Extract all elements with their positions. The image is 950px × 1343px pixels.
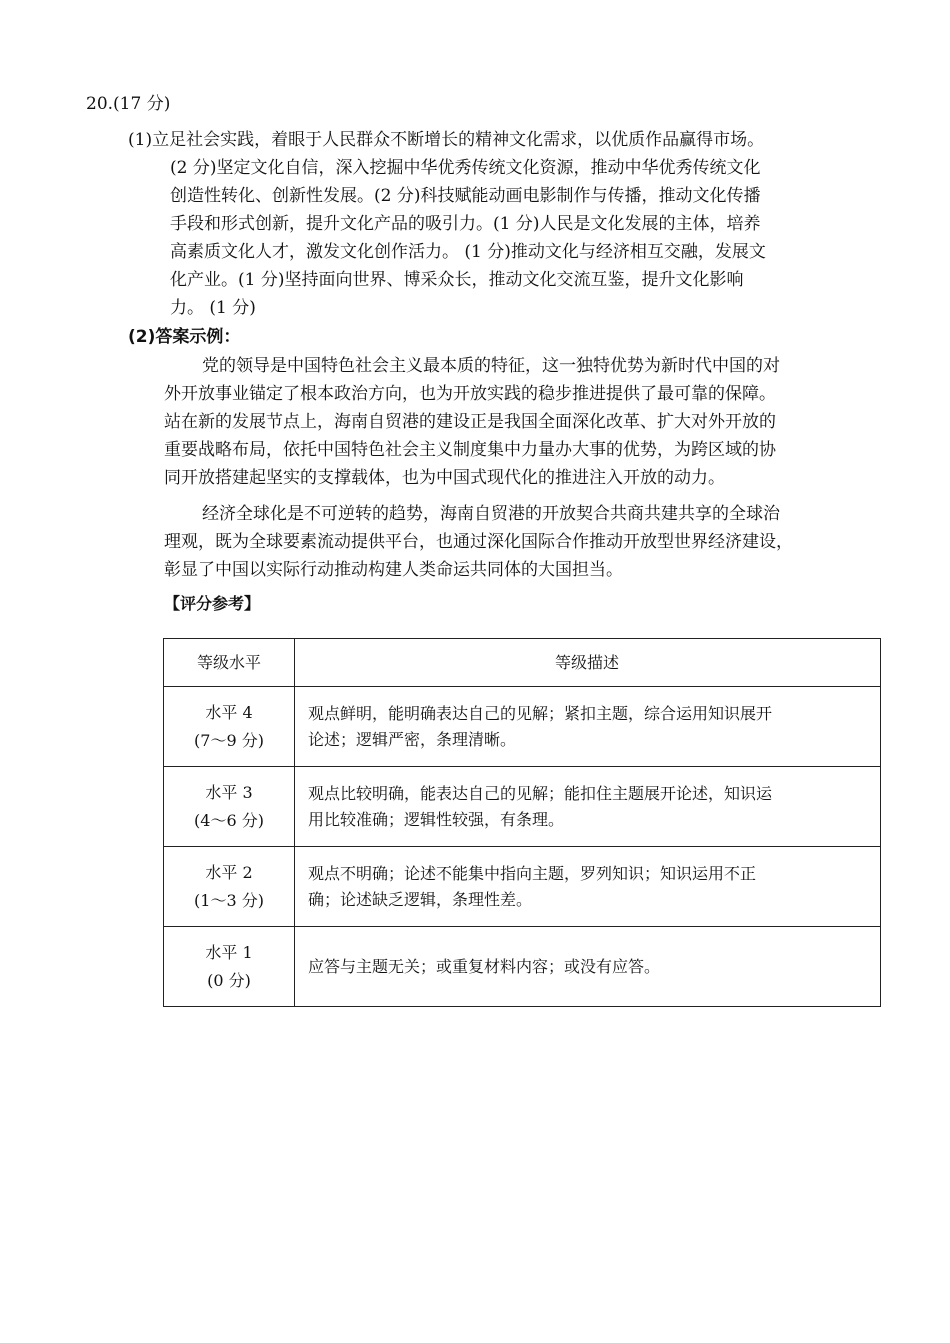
part1-line: 手段和形式创新，提升文化产品的吸引力。(1 分)人民是文化发展的主体，培养 bbox=[170, 214, 761, 234]
description-cell bbox=[295, 847, 881, 927]
table-row bbox=[164, 847, 881, 927]
level-label: 水平 3 bbox=[205, 782, 253, 802]
part1-line: (2 分)坚定文化自信，深入挖掘中华优秀传统文化资源，推动中华优秀传统文化 bbox=[170, 158, 761, 178]
description-line: 用比较准确；逻辑性较强，有条理。 bbox=[308, 809, 565, 829]
table-header-row bbox=[164, 639, 881, 687]
level-label: 水平 1 bbox=[205, 942, 253, 962]
essay-line: 党的领导是中国特色社会主义最本质的特征，这一独特优势为新时代中国的对 bbox=[202, 356, 780, 376]
essay-paragraph-1 bbox=[164, 352, 888, 492]
header-level: 等级水平 bbox=[164, 639, 295, 687]
level-label: 水平 4 bbox=[205, 702, 253, 722]
question-points: (17 分) bbox=[113, 94, 171, 114]
description-line: 观点不明确；论述不能集中指向主题，罗列知识；知识运用不正 bbox=[308, 863, 757, 883]
part1-line: 化产业。(1 分)坚持面向世界、博采众长，推动文化交流互鉴，提升文化影响 bbox=[170, 270, 744, 290]
level-range: (0 分) bbox=[207, 970, 251, 990]
level-range: (4～6 分) bbox=[194, 810, 264, 830]
essay-line: 彰显了中国以实际行动推动构建人类命运共同体的大国担当。 bbox=[164, 560, 623, 580]
level-cell bbox=[164, 927, 295, 1007]
level-cell bbox=[164, 767, 295, 847]
essay-line: 同开放搭建起坚实的支撑载体，也为中国式现代化的推进注入开放的动力。 bbox=[164, 468, 725, 488]
part1-line: (1)立足社会实践，着眼于人民群众不断增长的精神文化需求，以优质作品赢得市场。 bbox=[128, 130, 765, 150]
part2-heading: (2)答案示例： bbox=[128, 327, 241, 347]
part1-line: 高素质文化人才，激发文化创作活力。 (1 分)推动文化与经济相互交融，发展文 bbox=[170, 242, 766, 262]
description-line: 论述；逻辑严密，条理清晰。 bbox=[308, 729, 517, 749]
essay-line: 外开放事业锚定了根本政治方向，也为开放实践的稳步推进提供了最可靠的保障。 bbox=[164, 384, 776, 404]
header-description: 等级描述 bbox=[295, 639, 881, 687]
scoring-table bbox=[163, 638, 881, 1007]
essay-line: 理观，既为全球要素流动提供平台，也通过深化国际合作推动开放型世界经济建设， bbox=[164, 532, 793, 552]
essay-paragraph-2 bbox=[164, 500, 888, 584]
description-line: 观点比较明确，能表达自己的见解；能扣住主题展开论述，知识运 bbox=[308, 783, 773, 803]
part1-answer bbox=[128, 126, 898, 322]
essay-line: 重要战略布局，依托中国特色社会主义制度集中力量办大事的优势，为跨区域的协 bbox=[164, 440, 776, 460]
description-line: 观点鲜明，能明确表达自己的见解；紧扣主题，综合运用知识展开 bbox=[308, 703, 773, 723]
essay-line: 经济全球化是不可逆转的趋势，海南自贸港的开放契合共商共建共享的全球治 bbox=[202, 504, 780, 524]
level-range: (1～3 分) bbox=[194, 890, 264, 910]
essay-line: 站在新的发展节点上，海南自贸港的建设正是我国全面深化改革、扩大对外开放的 bbox=[164, 412, 776, 432]
level-cell bbox=[164, 847, 295, 927]
description-line: 确；论述缺乏逻辑，条理性差。 bbox=[308, 889, 533, 909]
description-cell bbox=[295, 687, 881, 767]
scoring-title: 【评分参考】 bbox=[164, 594, 261, 613]
description-cell bbox=[295, 767, 881, 847]
part1-line: 力。 (1 分) bbox=[170, 298, 256, 318]
question-number: 20. bbox=[86, 94, 114, 114]
level-label: 水平 2 bbox=[205, 862, 253, 882]
table-row bbox=[164, 767, 881, 847]
level-range: (7～9 分) bbox=[194, 730, 264, 750]
level-cell bbox=[164, 687, 295, 767]
description-cell bbox=[295, 927, 881, 1007]
table-row bbox=[164, 927, 881, 1007]
question-header bbox=[86, 93, 170, 115]
description-line: 应答与主题无关；或重复材料内容；或没有应答。 bbox=[308, 956, 661, 976]
table-row bbox=[164, 687, 881, 767]
part1-line: 创造性转化、创新性发展。(2 分)科技赋能动画电影制作与传播，推动文化传播 bbox=[170, 186, 761, 206]
